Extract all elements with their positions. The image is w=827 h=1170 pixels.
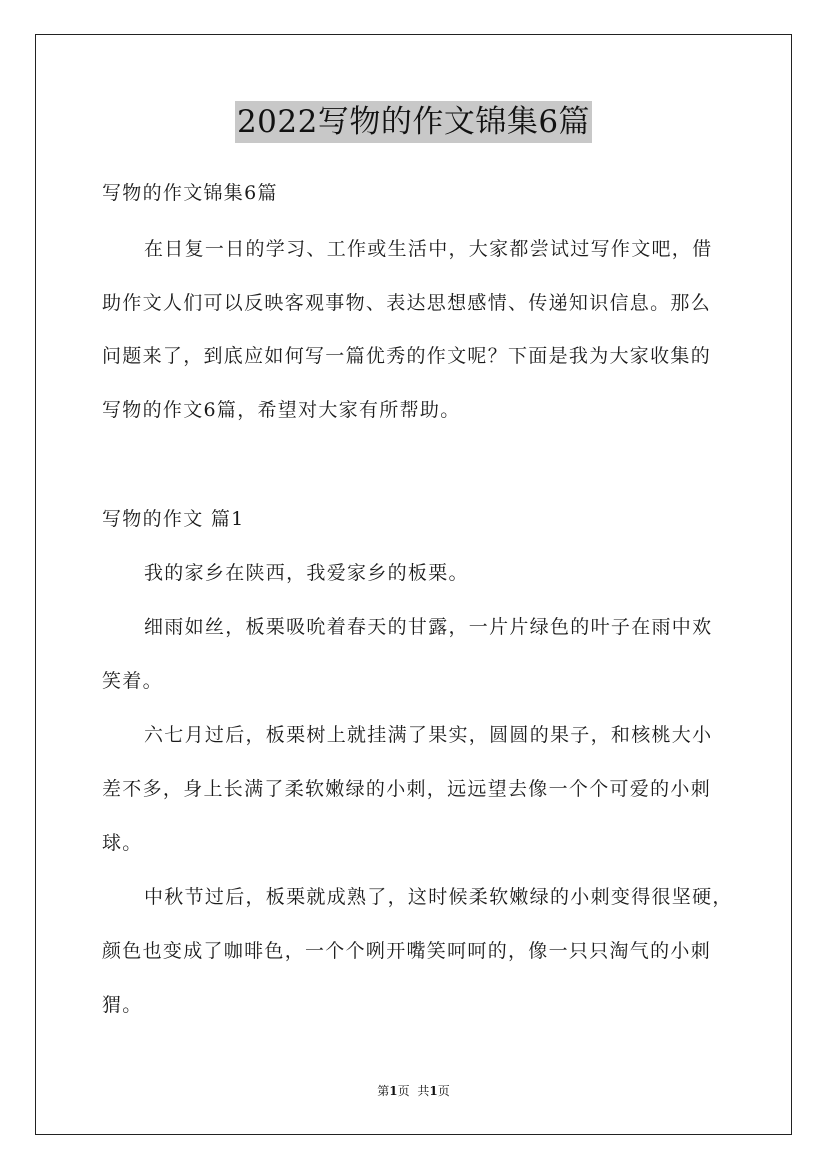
- body-line: 中秋节过后，板栗就成熟了，这时候柔软嫩绿的小刺变得很坚硬，: [144, 886, 733, 908]
- total-prefix: 共: [417, 1084, 430, 1098]
- intro-line: 在日复一日的学习、工作或生活中，大家都尝试过写作文吧，借: [144, 238, 713, 260]
- body-line: 差不多，身上长满了柔软嫩绿的小刺，远远望去像一个个可爱的小刺: [102, 778, 712, 800]
- page-footer: [0, 1083, 827, 1099]
- body-line: 猬。: [102, 994, 143, 1016]
- page-prefix: 第: [377, 1084, 390, 1098]
- body-line: 我的家乡在陕西，我爱家乡的板栗。: [144, 562, 469, 584]
- body-line: 细雨如丝，板栗吸吮着春天的甘露，一片片绿色的叶子在雨中欢: [144, 616, 713, 638]
- body-line: 球。: [102, 832, 143, 854]
- intro-line: 问题来了，到底应如何写一篇优秀的作文呢？下面是我为大家收集的: [102, 345, 712, 367]
- intro-line: 助作文人们可以反映客观事物、表达思想感情、传递知识信息。那么: [102, 292, 712, 314]
- total-suffix: 页: [437, 1084, 450, 1098]
- title-container: [0, 101, 827, 143]
- page-suffix: 页: [397, 1084, 410, 1098]
- document-subtitle: 写物的作文锦集6篇: [102, 182, 278, 204]
- document-title: 2022写物的作文锦集6篇: [235, 101, 592, 143]
- total-pages: 1: [429, 1084, 438, 1098]
- page-number: 1: [389, 1084, 398, 1098]
- section-heading: 写物的作文 篇1: [102, 508, 245, 530]
- intro-line: 写物的作文6篇，希望对大家有所帮助。: [102, 399, 461, 421]
- body-line: 六七月过后，板栗树上就挂满了果实，圆圆的果子，和核桃大小: [144, 724, 713, 746]
- body-line: 颜色也变成了咖啡色，一个个咧开嘴笑呵呵的，像一只只淘气的小刺: [102, 940, 712, 962]
- body-line: 笑着。: [102, 670, 163, 692]
